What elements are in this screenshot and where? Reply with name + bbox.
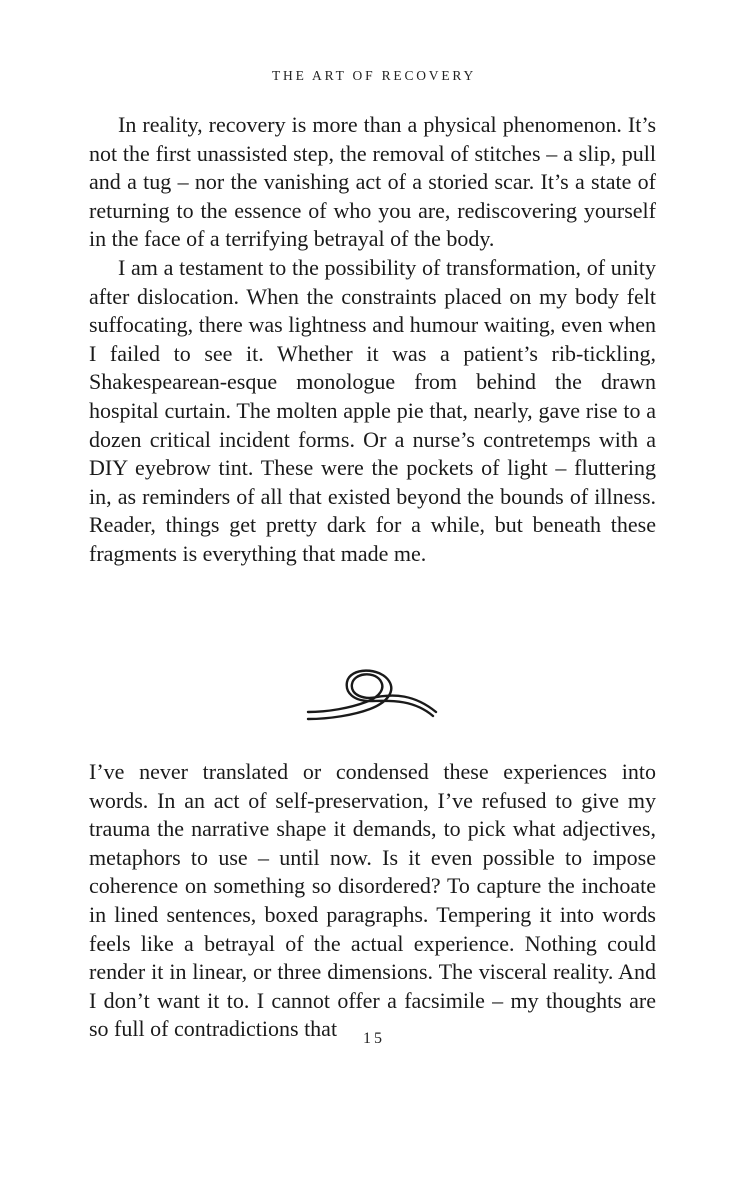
text-section-1 <box>89 111 656 569</box>
text-section-2 <box>89 758 656 1044</box>
looped-string-icon <box>304 664 440 724</box>
page-number: 15 <box>363 1030 385 1047</box>
paragraph-1: In reality, recovery is more than a physical phenomenon. It’s not the first unassisted step, the removal of stitches – a slip, pull and a tug – nor the vanishing act of a storied scar. It’s a state of returning to the essence of who you are, rediscovering yourself in the face of a terrifying betrayal of the body. <box>89 112 656 252</box>
running-head: THE ART OF RECOVERY <box>271 68 477 83</box>
paragraph-3: I’ve never translated or condensed these experiences into words. In an act of self-preservation, I’ve refused to give my trauma the narrative shape it demands, to pick what adjectives, metaphors to use – until now. Is it even possible to impose coherence on something so disordered? To capture the inchoate in lined sentences, boxed paragraphs. Tempering it into words feels like a betrayal of the actual experience. Nothing could render it in linear, or three dimensions. The visceral reality. And I don’t want it to. I cannot offer a facsimile – my thoughts are so full of contradictions that <box>89 759 656 1042</box>
paragraph-2: I am a testament to the possibility of transformation, of unity after dislocation. When the constraints placed on my body felt suffocating, there was lightness and humour waiting, even when I failed to see it. Whether it was a patient’s rib-tickling, Shakespearean-esque monologue from behind the drawn hospital curtain. The molten apple pie that, nearly, gave rise to a dozen critical incident forms. Or a nurse’s contretemps with a DIY eyebrow tint. These were the pockets of light – fluttering in, as reminders of all that existed beyond the bounds of illness. Reader, things get pretty dark for a while, but beneath these fragments is everything that made me. <box>89 254 656 566</box>
